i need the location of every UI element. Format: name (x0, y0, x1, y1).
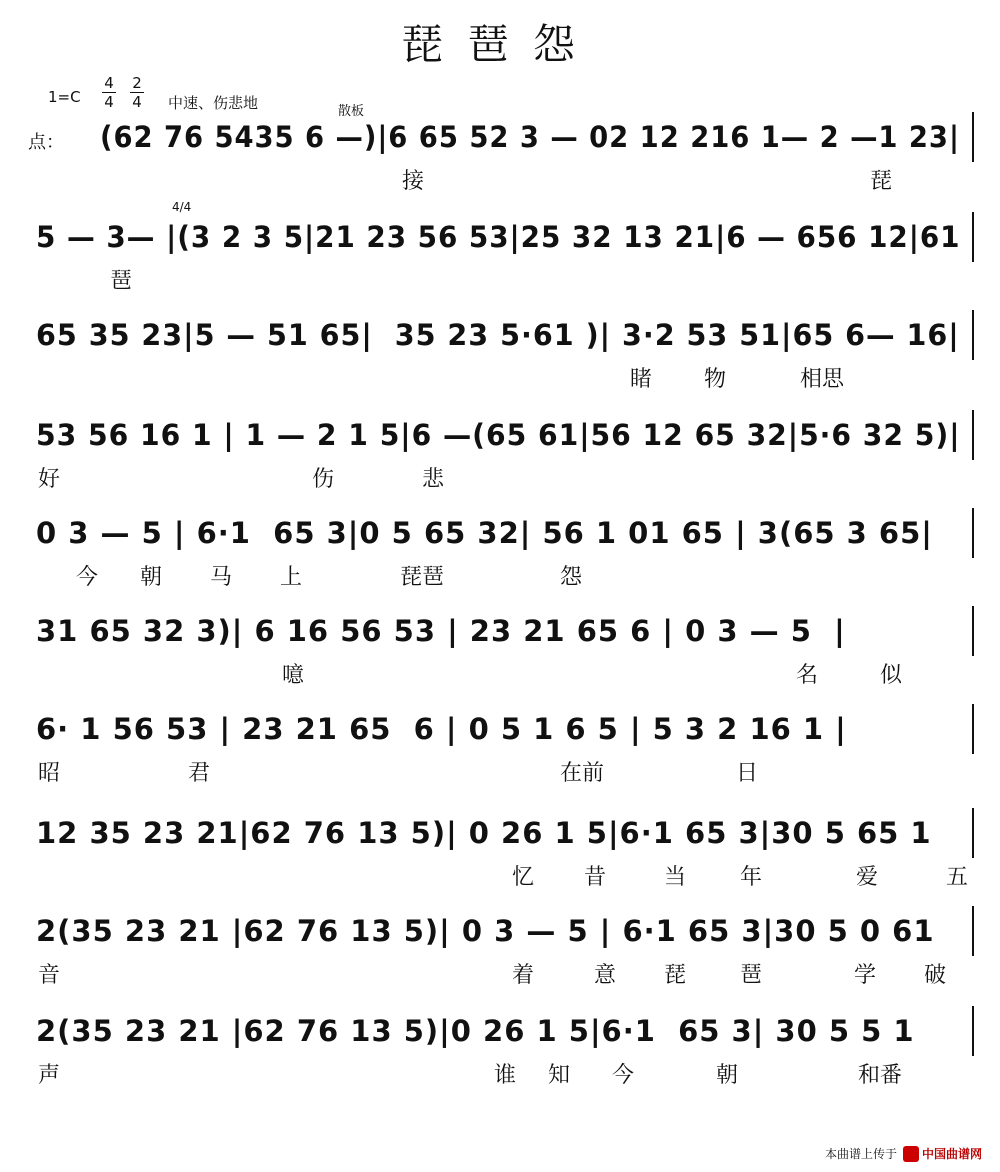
barline (972, 508, 974, 558)
lyric: 上 (280, 565, 303, 590)
lyric: 琵 (664, 963, 687, 988)
logo-icon (903, 1146, 919, 1162)
notation: (62 76 5435 6 —)|6 65 52 3 — 02 12 216 1— 2 —1 23| (100, 120, 960, 154)
lyric: 琶 (740, 963, 763, 988)
lyric: 昔 (584, 865, 607, 890)
notation: 0 3 — 5 | 6·1 65 3|0 5 65 32| 56 1 01 65 | 3(65 3 65| (36, 516, 933, 550)
lyric: 马 (210, 565, 233, 590)
barline (972, 112, 974, 162)
lyric: 朝 (140, 565, 163, 590)
meter-change-marking: 4/4 (172, 200, 192, 214)
lyric: 好 (38, 467, 61, 492)
lyric: 物 (704, 367, 727, 392)
lyric: 接 (402, 169, 425, 194)
lyric: 声 (38, 1063, 61, 1088)
lyric: 破 (924, 963, 947, 988)
lyric: 琵 (870, 169, 893, 194)
lyric: 琵琶 (400, 565, 445, 590)
key-signature: 1=C (48, 88, 81, 106)
lyric: 爱 (856, 865, 879, 890)
lyric: 音 (38, 963, 61, 988)
lyric: 伤 (312, 467, 335, 492)
lyric: 相思 (800, 367, 845, 392)
notation: 2(35 23 21 |62 76 13 5)| 0 3 — 5 | 6·1 65 3|30 5 0 61 (36, 914, 935, 948)
lyric: 昭 (38, 761, 61, 786)
barline (972, 906, 974, 956)
page-title: 琵琶怨 (400, 20, 599, 69)
lyric: 谁 (494, 1063, 517, 1088)
lyric: 今 (612, 1063, 635, 1088)
lyric: 噫 (282, 663, 305, 688)
lyric: 君 (188, 761, 211, 786)
lyric: 在前 (560, 761, 605, 786)
barline (972, 212, 974, 262)
lyric: 忆 (512, 865, 535, 890)
tempo-marking: 中速、伤悲地 (168, 94, 259, 112)
lyric: 怨 (560, 565, 583, 590)
time-signature-2-4 (128, 74, 146, 111)
footer-text: 本曲谱上传于 (824, 1147, 897, 1161)
barline (972, 310, 974, 360)
barline (972, 1006, 974, 1056)
meter-top: 2 (132, 74, 142, 92)
barline (972, 606, 974, 656)
lyric: 年 (740, 865, 763, 890)
footer (825, 1145, 982, 1162)
notation: 12 35 23 21|62 76 13 5)| 0 26 1 5|6·1 65 3|30 5 65 1 (36, 816, 932, 850)
notation: 53 56 16 1 | 1 — 2 1 5|6 —(65 61|56 12 65 32|5·6 32 5)| (36, 418, 961, 452)
lyric: 着 (512, 963, 535, 988)
meter-bottom: 4 (132, 93, 142, 111)
notation: 31 65 32 3)| 6 16 56 53 | 23 21 65 6 | 0 3 — 5 | (36, 614, 846, 648)
site-logo (903, 1145, 982, 1162)
meter-bottom: 4 (104, 93, 114, 111)
lyric: 朝 (716, 1063, 739, 1088)
lyric: 学 (854, 963, 877, 988)
lyric: 意 (594, 963, 617, 988)
barline (972, 410, 974, 460)
lyric: 和番 (858, 1063, 903, 1088)
lyric: 日 (736, 761, 759, 786)
notation: 65 35 23|5 — 51 65| 35 23 5·61 )| 3·2 53 51|65 6— 16| (36, 318, 960, 352)
lyric: 今 (76, 565, 99, 590)
meter-top: 4 (104, 74, 114, 92)
notation: 2(35 23 21 |62 76 13 5)|0 26 1 5|6·1 65 3| 30 5 5 1 (36, 1014, 915, 1048)
notation: 6· 1 56 53 | 23 21 65 6 | 0 5 1 6 5 | 5 3 2 16 1 | (36, 712, 847, 746)
lyric: 似 (880, 663, 903, 688)
lyric: 名 (796, 663, 819, 688)
prelude-label: 点： (28, 132, 64, 153)
lyric: 五 (946, 865, 969, 890)
lyric: 琶 (110, 269, 133, 294)
lyric: 悲 (422, 467, 445, 492)
logo-text: 中国曲谱网 (921, 1147, 982, 1161)
barline (972, 704, 974, 754)
lyric: 知 (548, 1063, 571, 1088)
lyric: 睹 (630, 367, 653, 392)
lyric: 当 (664, 865, 687, 890)
time-signature-4-4 (100, 74, 118, 111)
free-meter-marking: 散板 (338, 104, 365, 119)
notation: 5 — 3— |(3 2 3 5|21 23 56 53|25 32 13 21|6 — 656 12|61 (36, 220, 961, 254)
barline (972, 808, 974, 858)
